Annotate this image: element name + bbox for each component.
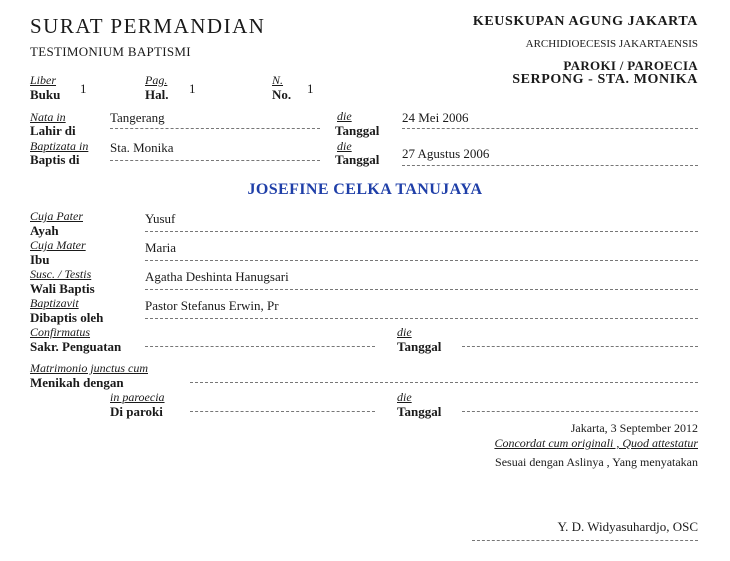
baptism-date-line: [402, 165, 698, 166]
book-value: 1: [80, 81, 87, 96]
marriage-parish-latin: in paroecia: [110, 390, 165, 404]
mother-label: Ibu: [30, 252, 50, 267]
number-latin: N.: [272, 73, 284, 87]
confirmation-date-latin: die: [397, 325, 412, 339]
baptizer-latin: Baptizavit: [30, 296, 79, 310]
confirmation-latin: Confirmatus: [30, 325, 91, 339]
parish-name: SERPONG - STA. MONIKA: [512, 72, 698, 87]
book-label: Buku: [30, 87, 61, 102]
confirmation-label: Sakr. Penguatan: [30, 339, 122, 354]
baptism-place-line: [110, 160, 320, 161]
birth-place: Tangerang: [110, 110, 165, 125]
marriage-label: Menikah dengan: [30, 375, 124, 390]
birth-date-line: [402, 128, 698, 129]
baptized-person-name: JOSEFINE CELKA TANUJAYA: [247, 181, 483, 198]
page-label: Hal.: [145, 87, 169, 102]
conformity-statement: Sesuai dengan Aslinya , Yang menyatakan: [495, 455, 698, 469]
confirmation-date-label: Tanggal: [397, 339, 442, 354]
birth-date-label: Tanggal: [335, 123, 380, 138]
marriage-line: [190, 382, 698, 383]
confirmation-date-line: [462, 346, 698, 347]
baptizer-label: Dibaptis oleh: [30, 310, 104, 325]
godparent-latin: Susc. / Testis: [30, 267, 92, 281]
father-label: Ayah: [30, 223, 59, 238]
baptism-place: Sta. Monika: [110, 140, 174, 155]
baptism-date: 27 Agustus 2006: [402, 146, 490, 161]
baptism-date-latin: die: [337, 139, 352, 153]
document-subtitle: TESTIMONIUM BAPTISMI: [30, 44, 191, 59]
signature-line: [472, 540, 698, 541]
birth-date: 24 Mei 2006: [402, 110, 469, 125]
godparent-name: Agatha Deshinta Hanugsari: [145, 269, 289, 284]
godparent-line: [145, 289, 698, 290]
number-label: No.: [272, 87, 292, 102]
book-latin: Liber: [30, 73, 57, 87]
birth-date-latin: die: [337, 109, 352, 123]
concordat-statement: Concordat cum originali , Quod attestatur: [494, 436, 698, 450]
baptizer-line: [145, 318, 698, 319]
number-value: 1: [307, 81, 314, 96]
page-latin: Pag.: [145, 73, 168, 87]
father-latin: Cuja Pater: [30, 209, 83, 223]
parish-label: PAROKI / PAROECIA: [563, 58, 698, 73]
place-and-date: Jakarta, 3 September 2012: [570, 421, 698, 435]
birth-label: Lahir di: [30, 123, 76, 138]
page-value: 1: [189, 81, 196, 96]
baptizer-name: Pastor Stefanus Erwin, Pr: [145, 298, 279, 313]
diocese-latin: ARCHIDIOECESIS JAKARTAENSIS: [525, 38, 698, 50]
godparent-label: Wali Baptis: [30, 281, 95, 296]
marriage-latin: Matrimonio junctus cum: [30, 361, 148, 375]
baptism-date-label: Tanggal: [335, 152, 380, 167]
mother-latin: Cuja Mater: [30, 238, 86, 252]
father-line: [145, 231, 698, 232]
marriage-parish-label: Di paroki: [110, 404, 163, 419]
birth-place-line: [110, 128, 320, 129]
marriage-parish-line: [190, 411, 375, 412]
baptism-latin: Baptizata in: [30, 139, 89, 153]
mother-name: Maria: [145, 240, 177, 255]
marriage-date-latin: die: [397, 390, 412, 404]
confirmation-line: [145, 346, 375, 347]
signatory-name: Y. D. Widyasuhardjo, OSC: [557, 519, 698, 534]
marriage-date-line: [462, 411, 698, 412]
diocese-name: KEUSKUPAN AGUNG JAKARTA: [472, 14, 698, 29]
father-name: Yusuf: [145, 211, 176, 226]
birth-latin: Nata in: [30, 110, 66, 124]
document-title: SURAT PERMANDIAN: [30, 14, 266, 38]
mother-line: [145, 260, 698, 261]
baptism-label: Baptis di: [30, 152, 80, 167]
marriage-date-label: Tanggal: [397, 404, 442, 419]
